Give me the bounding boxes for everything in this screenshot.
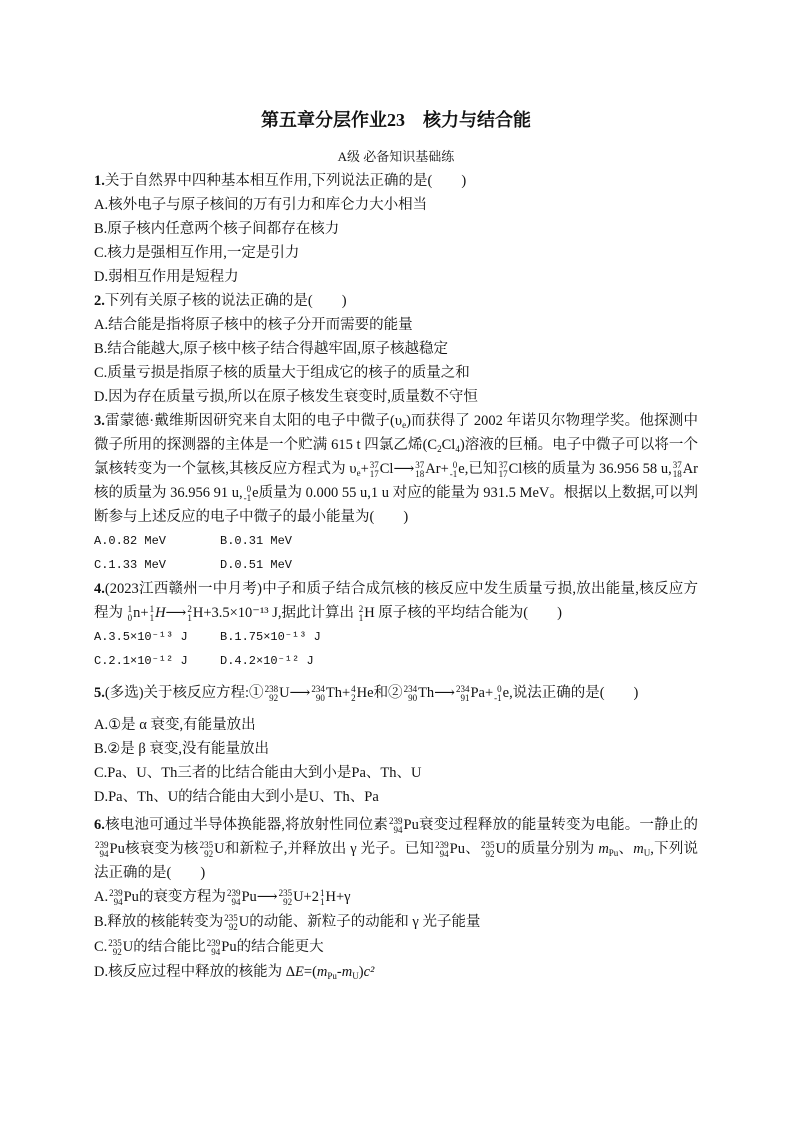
nuclide-numbers [320,889,325,907]
element-symbol: U [214,841,225,857]
option-c [94,935,698,960]
nuclide-numbers [128,605,133,623]
stem-text: ⟶ [393,461,415,477]
atomic-number: 92 [485,849,495,859]
question-stem [94,169,698,193]
formula-subscript: 2 [437,444,442,454]
stem-text: 、 [464,841,480,857]
section-heading: A级 必备知识基础练 [337,149,455,164]
option-b: B.0.31 MeV [220,534,293,548]
option-d: D.弱相互作用是短程力 [94,269,239,285]
stem-text: 衰变过程释放的能量转变为电能。一静止的 [418,817,699,833]
stem-text: + [140,605,149,621]
option-b: B.结合能越大,原子核中核子结合得越牢固,原子核越稳定 [94,341,449,357]
atomic-number: -1 [494,693,502,703]
mass-symbol [317,964,337,980]
stem-text: ,已知 [464,461,498,477]
stem-text: 关于自然界中四种基本相互作用,下列说法正确的是( ) [104,173,467,189]
mass-number: 2 [358,604,364,614]
stem-text: 和新粒子,并释放出 γ 光子。已知 [224,841,435,857]
atomic-number: 90 [408,693,418,703]
question-number: 4. [94,581,105,597]
nuclide [319,889,336,905]
mass-number: 1 [319,888,325,898]
nuclide [369,461,394,477]
element-symbol: e [502,685,510,701]
stem-text: 和② [373,685,403,701]
nuclide [243,485,259,501]
question-stem [94,681,698,705]
mass-number: 37 [498,460,508,470]
atomic-number: 94 [439,849,449,859]
nuclide [206,939,237,955]
stem-text: 下列有关原子核的说法正确的是( ) [104,293,347,309]
mass-number: 234 [455,684,470,694]
mass-number: 239 [95,840,109,850]
element-symbol: H [192,605,204,621]
stem-text: (多选)关于核反应方程:① [104,685,264,701]
nuclide-numbers [109,889,123,907]
element-symbol: U [279,685,290,701]
quantity-letter: m [316,964,328,980]
neutrino-symbol [395,413,406,429]
mass-number: 239 [226,888,241,898]
option-d: D.因为存在质量亏损,所以在原子核发生衰变时,质量数不守恒 [94,389,478,405]
mass-number: 235 [108,938,122,948]
option-text: 的结合能更大 [236,939,324,955]
option-text: ⟶ [256,889,278,905]
option-text: 的结合能比 [133,939,206,955]
nuclide [388,817,419,833]
question-number: 3. [94,413,105,429]
nuclide [403,685,435,701]
atomic-number: 92 [228,922,238,932]
atomic-number: 1 [358,613,364,623]
atomic-number: 94 [231,897,241,907]
atomic-number: 1 [319,897,325,907]
nuclide [94,841,125,857]
quantity-subscript: U [643,848,651,858]
question-stem [94,409,698,529]
atomic-number: 17 [498,469,508,479]
nuclide [310,685,342,701]
mass-number: 235 [278,888,293,898]
element-symbol: Th [418,685,435,701]
option-text: +γ [335,889,351,905]
atomic-number: 18 [672,469,682,479]
nuclide [350,685,373,701]
atomic-number: -1 [243,493,252,503]
option-a: A.0.82 MeV [94,534,167,548]
question-number: 5. [94,685,105,701]
mass-number: 239 [389,816,403,826]
stem-text: ⟶ [165,605,187,621]
element-symbol: Pu [123,889,139,905]
mass-number: 2 [187,604,192,614]
element-symbol: Pu [449,841,465,857]
nuclide-numbers [499,461,508,479]
nuclide-numbers [200,841,214,859]
nuclide [278,889,304,905]
stem-text: ,说法正确的是( ) [509,685,639,701]
element-symbol: Ar [682,461,699,477]
element-symbol: U [122,939,134,955]
options-grid [94,625,698,673]
question-5 [94,681,698,809]
nuclide-numbers [481,841,495,859]
option-a: A.①是 α 衰变,有能量放出 [94,717,256,733]
option-b: B.原子核内任意两个核子间都存在核力 [94,221,340,237]
nuclide [226,889,257,905]
atomic-number: 1 [187,613,192,623]
nuclide [480,841,506,857]
quantity-subscript: U [352,971,359,981]
atomic-number: 18 [415,469,425,479]
element-symbol: e [458,461,465,477]
mass-symbol [342,964,359,980]
option-text: B.释放的核能转变为 [94,914,224,930]
nuclide [498,461,523,477]
nuclide-numbers [673,461,682,479]
option-c: C.2.1×10⁻¹² J [94,654,188,668]
nuclide [127,605,141,621]
stem-text: 原子核的平均结合能为( ) [374,605,562,621]
question-1 [94,169,698,289]
stem-text: 核衰变为核 [124,841,199,857]
option-a: A.结合能是指将原子核中的核子分开而需要的能量 [94,317,413,333]
mass-number: 234 [403,684,418,694]
element-symbol: Pu [403,817,419,833]
atomic-number: 94 [113,897,123,907]
nuclide-numbers [404,685,418,703]
nuclide [107,939,133,955]
option-b [94,910,698,935]
element-symbol: Ar [425,461,441,477]
atomic-number: 94 [211,947,221,957]
element-symbol: Pu [241,889,257,905]
formula-subscript: 4 [455,444,460,454]
nuclide [434,841,465,857]
nuclide-numbers [389,817,403,835]
stem-text: + [484,685,494,701]
mass-number: 239 [435,840,449,850]
nuclide-numbers [150,605,155,623]
element-symbol: Cl [379,461,394,477]
nuclide-numbers [244,485,252,503]
page-title: 第五章分层作业23 核力与结合能 [261,110,531,130]
mass-number: 37 [369,460,379,470]
mass-number: 235 [480,840,495,850]
quantity-letter: m [598,841,609,857]
nuclide-numbers [359,605,364,623]
stem-text: )而获得了 2002 年诺贝尔物理学奖。他探测中微子所用的探测器的主体是一个贮满 615 t 四氯乙烯(C [94,413,699,453]
question-stem [94,289,698,313]
quantity-subscript: Pu [608,848,619,858]
stem-text: 雷蒙德·戴维斯因研究来自太阳的电子中微子( [104,413,395,429]
element-symbol: Pu [221,939,237,955]
mass-symbol [633,841,650,857]
option-b: B.1.75×10⁻¹³ J [220,630,321,644]
mass-number: 234 [311,684,325,694]
nuclide [264,685,290,701]
element-symbol: U [238,914,250,930]
atomic-number: 94 [393,825,403,835]
nuclide-numbers [494,685,502,703]
quantity-subscript: e [402,420,407,430]
atomic-number: 91 [460,693,470,703]
element-symbol: U [495,841,506,857]
mass-number: 0 [452,460,458,470]
stem-text: 质量为 0.000 55 u,1 u 对应的能量为 931.5 MeV。根据以上数据,可以判断参与上述反应的电子中微子的最小能量为( ) [94,485,698,525]
atomic-number: 92 [283,897,293,907]
atomic-number: 92 [269,693,279,703]
nuclide [414,461,440,477]
nuclide [186,605,203,621]
element-symbol: Th [325,685,342,701]
mass-number: 37 [415,460,425,470]
stem-text: ⟶ [434,685,455,701]
question-number: 2. [94,293,105,309]
mass-symbol [598,841,618,857]
atomic-number: 92 [204,849,214,859]
nuclide-numbers [108,939,122,957]
quantity-letter: m [341,964,353,980]
option-a: A.3.5×10⁻¹³ J [94,630,188,644]
nuclide [149,605,166,621]
nuclide [672,461,698,477]
nuclide-numbers [227,889,241,907]
option-b: B.②是 β 衰变,没有能量放出 [94,741,270,757]
nuclide-numbers [435,841,449,859]
atomic-number: 94 [99,849,109,859]
mass-number: 1 [149,604,155,614]
option-text: 的动能、新粒子的动能和 γ 光子能量 [249,914,481,930]
question-3 [94,409,698,577]
stem-text: (2023江西赣州一中月考)中子和质子结合成氘核的核反应中发生质量亏损,放出能量,核反应方程为 [94,581,698,621]
nuclide [493,685,509,701]
question-4 [94,577,698,673]
stem-text: + [360,461,369,477]
nuclide [358,605,375,621]
option-text: A. [94,889,109,905]
option-c: C.质量亏损是指原子核的质量大于组成它的核子的质量之和 [94,365,470,381]
stem-text: + [341,685,351,701]
question-number: 6. [94,817,105,833]
option-d [94,960,698,985]
neutrino-symbol [349,461,360,477]
option-c: C.核力是强相互作用,一定是引力 [94,245,300,261]
question-2 [94,289,698,409]
nuclide [449,461,465,477]
atomic-number: 2 [351,693,356,703]
question-stem [94,577,698,625]
option-text: C. [94,939,108,955]
stem-text: Cl [441,437,456,453]
option-c: C.1.33 MeV [94,558,167,572]
element-symbol: U [293,889,304,905]
mass-number: 1 [127,604,133,614]
option-text: =( [303,964,317,980]
mass-number: 4 [351,684,356,694]
nuclide [199,841,225,857]
element-symbol: n [133,605,141,621]
stem-text: + [440,461,449,477]
nuclide-numbers [415,461,424,479]
quantity-letter: υ [394,413,403,429]
nuclide-numbers [450,461,458,479]
option-text: 的衰变方程为 [138,889,226,905]
element-symbol: H [325,889,336,905]
option-a: A.核外电子与原子核间的万有引力和库仑力大小相当 [94,197,428,213]
quantity-subscript: Pu [327,971,337,981]
option-c: C.Pa、U、Th三者的比结合能由大到小是Pa、Th、U [94,765,422,781]
option-text: ) [358,964,364,980]
atomic-number: 92 [112,947,122,957]
option-d: D.4.2×10⁻¹² J [220,654,314,668]
element-symbol: H [155,605,166,621]
stem-text: 核的质量为 36.956 58 u, [522,461,672,477]
mass-number: 235 [224,913,238,923]
nuclide-numbers [456,685,470,703]
mass-number: 37 [672,460,682,470]
nuclide [108,889,139,905]
nuclide-numbers [279,889,293,907]
quantity-letter: υ [349,461,357,477]
option-d: D.0.51 MeV [220,558,293,572]
option-a [94,885,698,910]
nuclide [455,685,485,701]
stem-text: 的质量分别为 [505,841,599,857]
nuclide-numbers [95,841,109,859]
question-stem [94,813,698,885]
question-number: 1. [94,173,105,189]
stem-text: ,下列说法正确的是( ) [94,841,699,881]
atomic-number: 90 [315,693,325,703]
atomic-number: -1 [449,469,458,479]
nuclide-numbers [311,685,325,703]
element-symbol: Cl [508,461,523,477]
nuclide-numbers [351,685,356,703]
stem-text: ⟶ [289,685,311,701]
quantity-letter: m [633,841,644,857]
nuclide-numbers [224,914,238,932]
mass-number: 238 [264,684,279,694]
stem-text: )溶液的巨桶。电子中微子可以将一个氯核转变为一个氩核,其核反应方程式为 [94,437,698,477]
stem-text: 核电池可通过半导体换能器,将放射性同位素 [104,817,389,833]
option-d: D.Pa、Th、U的结合能由大到小是U、Th、Pa [94,789,379,805]
element-symbol: He [356,685,374,701]
mass-number: 239 [206,938,221,948]
mass-number: 235 [199,840,214,850]
atomic-number: 0 [127,613,133,623]
option-text: D.核反应过程中释放的核能为 Δ [94,964,296,980]
light-speed-squared: c² [363,964,375,980]
nuclide [223,914,249,930]
element-symbol: Pu [109,841,125,857]
atomic-number: 17 [369,469,379,479]
question-6 [94,813,698,985]
stem-text: +3.5×10⁻¹³ J,据此计算出 [203,605,358,621]
mass-number: 239 [109,888,123,898]
element-symbol: e [252,485,259,501]
option-text: +2 [303,889,319,905]
mass-number: 0 [497,684,502,694]
nuclide-numbers [207,939,221,957]
stem-text: 、 [618,841,634,857]
atomic-number: 1 [149,613,155,623]
nuclide-numbers [265,685,279,703]
nuclide-numbers [187,605,192,623]
element-symbol: H [364,605,375,621]
options-grid [94,529,698,577]
stem-text: 核的质量为 36.956 91 u, [94,485,243,501]
energy-symbol: E [295,964,304,980]
quantity-subscript: e [356,468,361,478]
mass-number: 0 [246,484,252,494]
option-text: - [336,964,342,980]
element-symbol: Pa [470,685,485,701]
nuclide-numbers [370,461,379,479]
